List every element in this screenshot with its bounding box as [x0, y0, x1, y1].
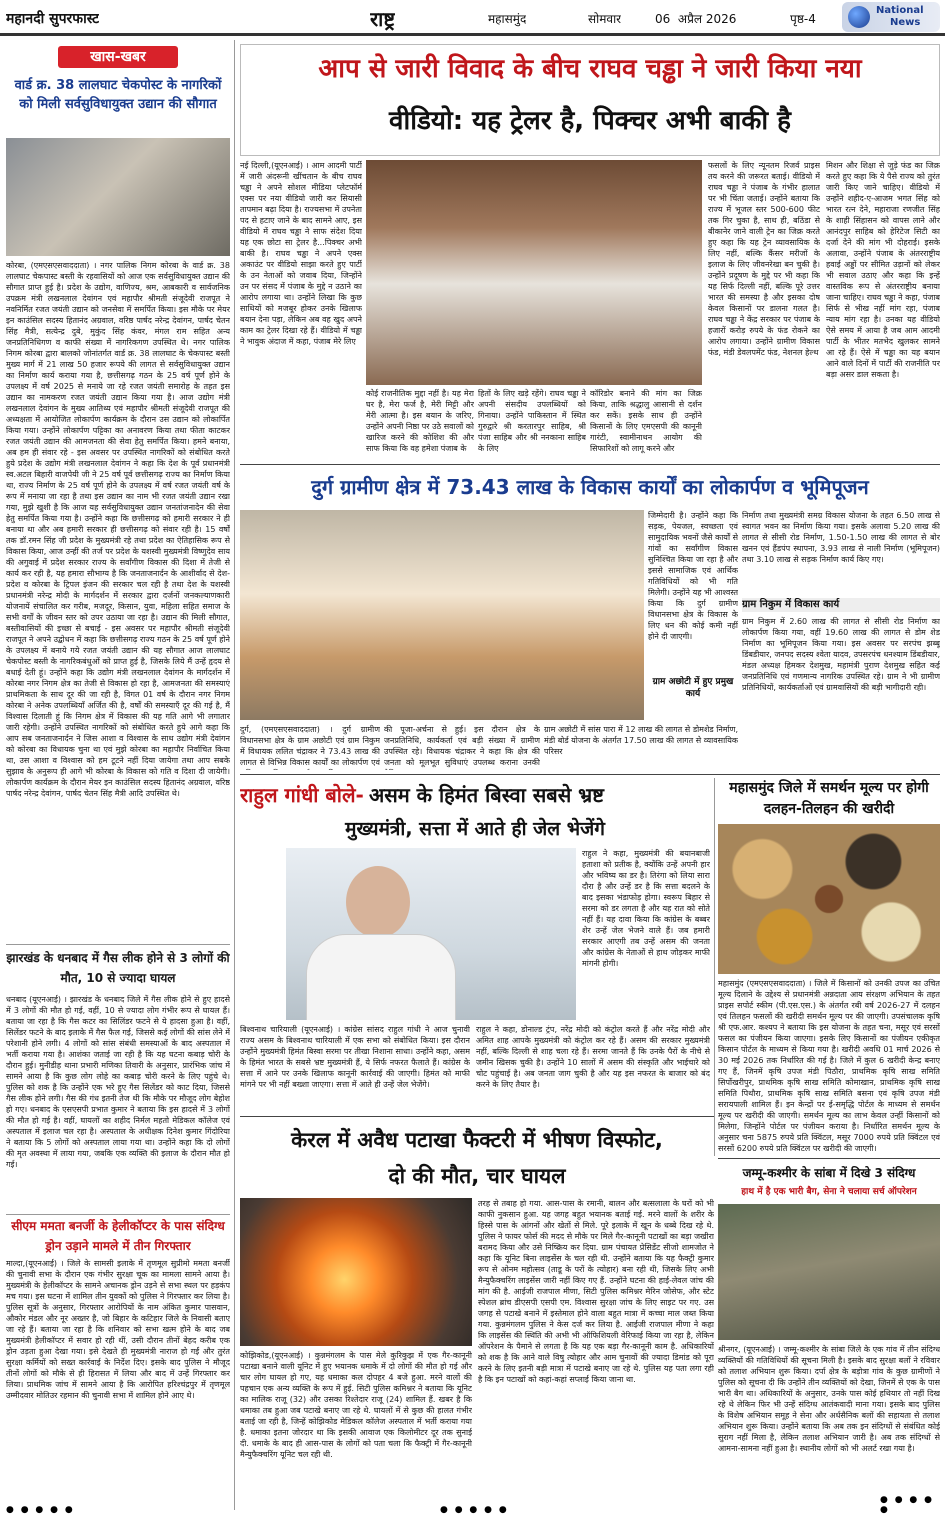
rahul-headline-rest: असम के हिमंत बिस्वा सबसे भ्रष्ट — [368, 783, 604, 807]
section-name: राष्ट्र — [370, 7, 396, 31]
durg-col3: ग्राम निकुम में 2.60 लाख की लागत से सीसी रोड निर्माण का लोकार्पण किया गया, वहीं 19.60 लाख की लागत से डोम शेड निर्माण का भूमिपूजन किया गया। इस अवसर पर सरपंच झब्बू डिंबडीयार, जनपद सदस्य श्वेता यादव, उपसरपंच धनश्याम डिंबडीयार, मंडल अध्यक्ष हिमकर देशमुख, महामंत्री पुराण देशमुख सहित कई जनप्रतिनिधि एवं गणमान्य नागरिक उपस्थित रहे। ग्राम ने भी ग्रामीण प्रतिनिधियों, कार्यकर्ताओं एवं ग्रामवासियों की बड़ी भागीदारी रही। — [742, 617, 940, 692]
durg-headline: दुर्ग ग्रामीण क्षेत्र में 73.43 लाख के विकास कार्यों का लोकार्पण व भूमिपूजन — [311, 475, 869, 499]
day: सोमवार — [588, 12, 622, 26]
rahul-col2: राहुल ने कहा, डोनाल्ड ट्रंप, नरेंद्र मोदी को कंट्रोल करते हैं और नरेंद्र मोदी और अमित शाह आपके मुख्यमंत्री को कंट्रोल कर रहे हैं। असम की सरकार मुख्यमंत्री नहीं, बल्कि दिल्ली से शाह चला रहे हैं। सरमा जानते हैं कि उनके पैरों के नीचे से जमीन खिसक चुकी है। उन्होंने 10 सालों में असम की संस्कृति और भाईचारे को चोट पहुंचाई है। अब जनता जाग चुकी है और यह इस नफरत के बाजार को बंद करने के लिए तैयार है। — [476, 1025, 710, 1089]
divider — [240, 774, 940, 775]
mamta-drone-body: माल्दा,(यूएनआई) । जिले के सामसी इलाके में तृणमूल सुप्रीमो ममता बनर्जी की चुनावी सभा के दौरान एक गंभीर सुरक्षा चूक का मामला सामने आया है। मुख्यमंत्री के हेलीकॉप्टर के सामने अचानक ड्रोन उड़ने से सभा स्थल पर हड़कंप मच गया। इस घटना में शामिल तीन युवकों को पुलिस ने गिरफ्तार कर लिया है। पुलिस सूत्रों के अनुसार, गिरफ्तार आरोपियों के नाम अंकित कुमार पासवान, औकोर मंडल और नूर अख्तर है, जो बिहार के कटिहार जिले के निवासी बताए जा रहे हैं। बताया जा रहा है कि शनिवार को सभा खत्म होने के बाद जब मुख्यमंत्री हेलीकॉप्टर में सवार हो रही थीं, उसी दौरान तीनों बेहद करीब एक ड्रोन उड़ता हुआ देखा गया। इसे देखते ही मुख्यमंत्री नाराज हो गईं और तुरंत सुरक्षा कर्मियों को सख्त कार्रवाई के निर्देश दिए। इसके बाद पुलिस ने मौजूद तीनों लोगों को मौके से ही हिरासत में लिया और बाद में उन्हें गिरफ्तार कर लिया। प्राथमिक जांच में सामने आया है कि आरोपित हरिश्चंद्रपुर में तृणमूल उम्मीदवार मोतिउर रहमान की चुनावी सभा में शामिल होने आए थे। — [6, 1259, 230, 1400]
durg-subhead-achhoti: ग्राम अछोटी में हुए प्रमुख कार्य — [652, 677, 734, 699]
divider — [6, 1214, 230, 1215]
rahul-right-col: राहुल ने कहा, मुख्यमंत्री की बयानबाजी हताशा को प्रतीक है, क्योंकि उन्हें अपनी हार और भविष्य का डर है। तिरंगा को लिया सारा दौरा है और उन्हें डर है कि सत्ता बदलने के बाद इसका भंडाफोड़ होगा। स्वरूप बिहार से सरमा को डर लगता है और यह रात को सोते नहीं हैं। यह दावा किया कि कांग्रेस के बब्बर शेर उन्हें जेल भेजने वाले हैं। जब हमारी सरकार आएगी तब उन्हें असम की जनता और कांग्रेस के नेताओं से हाथ जोड़कर माफी मांगनी होगी। — [582, 849, 710, 968]
print-registration-dots: ● ● ● ● ● — [440, 1505, 509, 1515]
rahul-headline-line1 — [240, 778, 710, 812]
raghav-under1: कोई राजनीतिक मुद्दा नहीं है। यह मेरा घर है, मेरा फर्ज है, मेरी मिट्टी और मेरी आत्मा है। इस बयान के जरिए, उन्होंने अपनी निष्ठा पर उठे सवालों को खारिज करने की कोशिश की और साफ किया कि वह हमेशा पंजाब के — [366, 389, 474, 453]
rahul-speech-photo — [286, 848, 576, 1020]
print-registration-dots: ● ● ● ● ● — [6, 1505, 75, 1515]
raghav-headline-line2: वीडियो: यह ट्रेलर है, पिक्चर अभी बाकी है — [389, 106, 791, 136]
speaker-head — [346, 866, 410, 938]
jk-headline: जम्मू-कश्मीर के सांबा में दिखे 3 संदिग्ध — [742, 1166, 916, 1180]
divider — [718, 1158, 940, 1159]
raghav-headline-box — [240, 44, 940, 156]
kerala-headline-line2: दो की मौत, चार घायल — [388, 1164, 566, 1188]
raghav-col5: मिशन और शिक्षा से जुड़े फंड का जिक्र करते हुए कहा कि ये पैसे राज्य को तुरंत जारी किए जाने चाहिए। वीडियो में उन्होंने शहीद-ए-आजम भगत सिंह को भारत रत्न देने, महाराजा रणजीत सिंह के शाही सिंहासन को वापस लाने और आनंदपुर साहिब को हेरिटेज सिटी का दर्जा देने की मांग भी दोहराई। इसके अलावा, उन्होंने पंजाब के अंतरराष्ट्रीय हवाई अड्डों पर सीमित उड़ानों को लेकर भी सवाल उठाए और कहा कि इन्हें वास्तविक रूप से अंतरराष्ट्रीय बनाया जाना चाहिए। राघव चड्ढा ने कहा, पंजाब सिर्फ से भीख नहीं मांग रहा, पंजाब न्याय मांग रहा है। उनका यह वीडियो ऐसे समय में आया है जब आम आदमी पार्टी के भीतर मतभेद खुलकर सामने आ रहे हैं। ऐसे में चड्ढा का यह बयान आने वाले दिनों में पार्टी की राजनीति पर बड़ा असर डाल सकता है। — [826, 161, 940, 379]
kerala-caption: कोझिकोड,(यूएनआई) । कुन्नमंगलम के पास मेले कुरिकुझ में एक गैर-कानूनी पटाखा बनाने वाली यूनिट में हुए भयानक धमाके में दो लोगों की मौत हो गई और चार लोग घायल हो गए, यह धमाका कल दोपहर 4 बजे हुआ. मरने वालों की पहचान एक अन्य व्यक्ति के रूप में हुई. सिटी पुलिस कमिश्नर ने बताया कि यूनिट का मालिक राजू (32) और उसका रिश्तेदार राजू (24) शामिल हैं. खबर है कि धमाका तब हुआ जब पटाखे बनाए जा रहे थे. घायलों में से कुछ की हालत गंभीर बताई जा रही है, जिन्हें कोझिकोड मेडिकल कॉलेज अस्पताल में भर्ती कराया गया है. धमाका इतना जोरदार था कि इसकी आवाज एक किलोमीटर दूर तक सुनाई दी. धमाके के बाद ही आस-पास के लोगों को पता चला कि फैक्ट्री में गैर-कानूनी मैन्युफैक्चरिंग यूनिट चल रही थी. — [240, 1351, 472, 1459]
date: 06 अप्रैल 2026 — [655, 12, 737, 26]
durg-caption1: दुर्ग, (एमएसएसवाददाता) । दुर्ग ग्रामीण विधानसभा क्षेत्र के ग्राम अछोटी एवं ग्राम निकुम में विधायक ललित चंद्राकर ने 73.43 लाख की लागत से विभिन्न विकास कार्यों का लोकार्पण एवं — [240, 725, 380, 767]
garden-inauguration-photo — [6, 138, 230, 256]
army-search-photo — [718, 1204, 940, 1340]
rahul-caption: बिश्वनाथ चारियाली (यूएनआई) । कांग्रेस सांसद राहुल गांधी ने आज चुनावी राज्य असम के बिश्वनाथ चारियाली में एक सभा को संबोधित किया। इस दौरान उन्होंने मुख्यमंत्री हिमंत बिस्वा सरमा पर तीखा निशाना साधा। उन्होंने कहा, असम के हिमंत भारत के सबसे भ्रष्ट मुख्यमंत्री हैं, ये सिर्फ नफरत फैलाते हैं। कांग्रेस के सत्ता में आने पर उनके खिलाफ कानूनी कार्रवाई की जाएगी। हिमंत को माफी मांगने पर भी नहीं बख्शा जाएगा। सत्ता में आते ही उन्हें जेल भेजेंगे। — [240, 1025, 470, 1089]
khas-khabar-label — [58, 46, 178, 68]
paper-name: महानदी सुपरफास्ट — [6, 11, 100, 27]
raghav-headline-line1: आप से जारी विवाद के बीच राघव चड्ढा ने जारी किया नया — [318, 54, 862, 84]
durg-ceremony-photo — [240, 510, 644, 720]
print-registration-dots: ● ● ● ● ● — [880, 1495, 934, 1515]
gas-leak-headline: झारखंड के धनबाद में गैस लीक होने से 3 लोगों की मौत, 10 से ज्यादा घायल — [6, 951, 230, 985]
msp-headline: महासमुंद जिले में समर्थन मूल्य पर होगी दलहन-तिलहन की खरीदी — [729, 780, 929, 817]
khas-khabar-text: खास-खबर — [90, 49, 146, 65]
pulses-grains-photo — [718, 824, 940, 974]
national-news-badge — [842, 2, 940, 32]
masthead — [0, 0, 945, 36]
mamta-drone-headline: सीएम ममता बनर्जी के हेलीकॉप्टर के पास संदिग्ध ड्रोन उड़ाने मामले में तीन गिरफ्तार — [11, 1219, 225, 1253]
explosion-photo — [240, 1198, 472, 1346]
globe-icon — [848, 6, 870, 28]
durg-caption3: ग्राम अछोटी में सांस पारा में 12 लाख की लागत से डोमशेड निर्माण, मंडी बोर्ड योजना के अंतर्गत 17.50 लाख की लागत से व्यावसायिक परिसर — [544, 725, 738, 756]
kerala-headline-line1: केरल में अवैध पटाखा फैक्टरी में भीषण विस्फोट, — [291, 1128, 663, 1152]
gas-leak-body: धनबाद (यूएनआई) । झारखंड के धनबाद जिले में गैस लीक होने से हुए हादसे में 3 लोगों की मौत हो गई, वहीं, 10 से ज्यादा लोग गंभीर रूप से घायल हैं। बताया जा रहा है कि गैस कटर का सिलिंडर फटने से ये हादसा हुआ है। वहीं, सिलेंडर फटने के बाद इलाके में गैस फैल गई, जिससे कई लोगों की सांस लेने में परेशानी होने लगी। 4 लोगों को सांस संबंधी समस्याओं के बाद अस्पताल में भर्ती कराया गया है। आशंका जताई जा रही है कि यह घटना कबाड़ चोरी के दौरान हुई। मुनीडीह थाना प्रभारी मणिका तिवारी के अनुसार, प्रारंभिक जांच में सामने आया है कि कुछ लोग लोहे का कबाड़ चोरी करने के लिए पहुंचे थे। पुलिस को शक है कि उन्होंने एक भरे हुए गैस सिलेंडर को काट दिया, जिससे गैस लीक होने लगी। गैस की गंध इतनी तेज थी कि मौके पर मौजूद लोग बेहोश हो गए। धनबाद के एसएसपी प्रभात कुमार ने बताया कि इस हादसे में 3 लोगों की मौत हो गई है। वहीं, घायलों का शहीद निर्मल महतो मेडिकल कॉलेज एवं अस्पताल में इलाज चल रहा है। अस्पताल के अधीक्षक दिनेश कुमार गिंदोरिया ने बताया कि 5 लोगों को अस्पताल लाया गया था। उन्होंने कहा कि दो लोगों की मृत अवस्था में लाया गया, जबकि एक व्यक्ति की इलाज के दौरान मौत हो गई। — [6, 995, 230, 1169]
city: महासमुंद — [488, 12, 527, 26]
durg-col2: निर्माण तथा मुख्यमंत्री समग्र विकास योजना के तहत 6.50 लाख से स्वागत भवन का निर्माण किया गया। इसके अलावा 5.20 लाख की लागत से सीसी रोड निर्माण, 1.50-1.50 लाख की लागत से बोर खनन एवं हैंडपंप स्थापना, 3.93 लाख से नाली निर्माण (भूमिपूजन) तथा 3.10 लाख से सड़क निर्माण कार्य किए गए। — [742, 511, 940, 564]
raghav-col1: नई दिल्ली,(यूएनआई) । आम आदमी पार्टी में जारी अंदरूनी खींचतान के बीच राघव चड्ढा ने अपने सोशल मीडिया प्लेटफॉर्म एक्स पर नया वीडियो जारी कर सियासी तापमान बढ़ा दिया है। राज्यसभा में उपनेता पद से हटाए जाने के बाद सामने आए, इस वीडियो में राघव चड्ढा ने साफ संदेश दिया यह एक छोटा सा ट्रेलर है...पिक्चर अभी बाकी है। राघव चड्ढा ने अपने एक्स अकाउंट पर वीडियो साझा करते हुए पार्टी के उन नेताओं को जवाब दिया, जिन्होंने उन पर संसद में पंजाब के मुद्दे न उठाने का आरोप लगाया था। उन्होंने लिखा कि कुछ साथियों को मजबूर होकर उनके खिलाफ बयान देना पड़ा, लेकिन अब वह खुद अपने काम का ट्रेलर दिखा रहे हैं। वीडियो में चड्ढा ने भावुक अंदाज में कहा, पंजाब मेरे लिए — [240, 161, 362, 346]
durg-caption2: की पूजा-अर्चना से हुई। इस दौरान क्षेत्र के जनप्रतिनिधि, कार्यकर्ता एवं बड़ी संख्या में ग्रामीण उपस्थित रहे। विधायक चंद्राकर ने कहा कि क्षेत्र की जनता को मूलभूत सुविधाएं उपलब्ध कराना उनकी — [384, 725, 540, 767]
column-divider — [234, 40, 235, 1510]
jk-subheadline: हाथ में है एक भारी बैग, सेना ने चलाया सर्च ऑपरेशन — [741, 1187, 917, 1197]
raghav-col4: फसलों के लिए न्यूनतम रिजर्व प्राइस तय करने की जरूरत बताई। वीडियो में राघव चड्ढा ने पंजाब के गंभीर हालात पर भी चिंता जताई। उन्होंने बताया कि राज्य में भूजल स्तर 500-600 फीट तक गिर चुका है, साथ ही, बठिंडा से बीकानेर जाने वाली ट्रेन का जिक्र करते हुए कहा कि यह ट्रेन व्यावसायिक के लिए नहीं, बल्कि कैंसर मरीजों के इलाज के लिए जीवनरेखा बन चुकी है। उन्होंने प्रदूषण के मुद्दे पर भी कहा कि यह सिर्फ दिल्ली नहीं, बल्कि पूरे उत्तर भारत की समस्या है और इसका दोष केवल किसानों पर डालना गलत है। राघव चड्ढा ने केंद्र सरकार पर पंजाब के हजारों करोड़ रुपये के फंड रोकने का आरोप लगाया। उन्होंने ग्रामीण विकास फंड, मंडी डेवलपमेंट फंड, नेशनल हेल्थ — [708, 161, 820, 357]
ward-headline: वार्ड क्र. 38 लालघाट चेकपोस्ट के नागरिकों को मिली सर्वसुविधायुक्त उद्यान की सौगात — [14, 78, 222, 112]
raghav-under2: हितों के लिए खड़े रहेंगे। राघव चड्ढा ने अपनी संसदीय उपलब्धियों को गिनाया। उन्होंने पाकिस्तान में स्थित गुरुद्वारे श्री करतारपुर साहिब, श्री पंजा साहिब और श्री ननकाना साहिब के लिए — [478, 389, 586, 453]
kerala-right-col: तरह से तबाह हो गया. आस-पास के रमानी, बालन और बत्सलाला के घरों को भी काफी नुकसान हुआ. यह जगह बहुत भयानक बताई गई. मरने वालों के शरीर के हिस्से पास के आंगनों और खेतों से मिले. पूरे इलाके में खून के धब्बे दिख रहे थे. पुलिस ने फायर फोर्स की मदद से मौके पर मिले गैर-कानूनी पटाखों का बड़ा जखीरा बरामद किया और उसे निष्क्रिय कर दिया. ग्राम पंचायत प्रेसिडेंट सीजो शामजोत ने कहा कि यूनिट बिना लाइसेंस के चल रही थी. उन्होंने बताया कि यह फैक्ट्री कुमार रूप से ओनम महोत्सव (ताडू के परों के त्योहार) बना रही थी, जिसके लिए अभी मैन्युफैक्चरिंग लाइसेंस जारी नहीं किए गए हैं. उन्होंने घटना की हाई-लेवल जांच की मांग की है. आईजी राजपाल मीणा, सिटी पुलिस कमिश्नर मेरिन जोसेफ, और स्टेट स्पेशल ब्रांच डीएसपी एसपी एम. विश्वास सुरक्षा जांच के लिए साइट पर गए. उस जगह से पटाखे बनाने में इस्तेमाल होने वाला बहुत मात्रा में कच्चा माल जब्त किया गया. कुन्नमंगलम पुलिस ने केस दर्ज कर लिया है. आईजी राजपाल मीणा ने कहा कि लाइसेंस की स्थिति की अभी भी ऑफिशियली वेरिफाई किया जा रहा है, लेकिन ऑपरेशन के पैमाने से लगता है कि यह एक बड़ा गैर-कानूनी काम है. अधिकारियों को शक है कि आने वाले विषु त्योहार और आम चुनावों की ज्यादा डिमांड को पूरा करने के लिए इतनी बड़ी मात्रा में पटाखे बनाए जा रहे थे. पुलिस यह पता लगा रही है कि इन पटाखों को कहां-कहां सप्लाई किया जाना था. — [478, 1199, 714, 1384]
ward-article-body: कोरबा, (एमएसएसवाददाता) । नगर पालिक निगम कोरबा के वार्ड क्र. 38 लालघाट चेकपास्ट बस्ती के रहवासियों को आज एक सर्वसुविधायुक्त उद्यान की सौगात प्राप्त हुई है। प्रदेश के उद्योग, वाणिज्य, श्रम, आबकारी व सार्वजनिक उपक्रम मंत्री लखनलाल देवांगन एवं महापौर श्रीमती संजूदेवी राजपूत ने नवनिर्मित रजत जयंती उद्यान को जनसेवा में समर्पित किया। इस मौके पर मेयर इन काउंसिल सदस्य हितानंद अग्रवाल, वरिष्ठ पार्षद नरेन्द्र देवांगन, पार्षद चेतन सिंह मैत्री, सत्येन्द्र दुबे, मुकुंद सिंह कंवर, मंगल राम सहित अन्य जनप्रतिनिधिगण व काफी संख्या में नागरिकगण उपस्थित थे। नगर पालिक निगम कोरबा द्वारा बालको जोनांतर्गत वार्ड क्र. 38 लालघाट के चेकपास्ट बस्ती मुख्य मार्ग में 21 लाख 50 हजार रूपये की लागत से सर्वसुविधायुक्त उद्यान का निर्माण कार्य कराया गया है, छत्तीसगढ़ गठन के 25 वर्ष पूर्ण होने के उपलक्ष्य में वर्ष 2025 से मनाये जा रहे रजत जयंती समारोह के तहत इस उद्यान का नामकरण रजत जयंती उद्यान किया गया है। आज उद्योग मंत्री लखनलाल देवांगन के मुख्य आतिथ्य एवं महापौर श्रीमती संजूदेवी राजपूत की अध्यक्षता में आयोजित लोकार्पण कार्यक्रम के दौरान उस उद्यान को लोकार्पित किया गया। उन्होंने लोकार्पण पट्टिका का अनावरण किया तथा फीता काटकर रजत जयंती उद्यान की आमजनता की सेवा हेतु समर्पित किया। हमने बनाया, अब हम ही संवार रहे - इस अवसर पर उपस्थित नागरिकों को संबोधित करते हुये प्रदेश के उद्योग मंत्री लखनलाल देवांगन ने कहा कि देश के पूर्व प्रधानमंत्री स्व.अटल बिहारी वाजपेयी जी ने 25 वर्ष पूर्व छत्तीसगढ़ राज्य का निर्माण किया था, राज्य निर्माण के 25 वर्ष पूर्ण होने के उपलक्ष्य में वर्ष रजत जयंती वर्ष के रूप में मनाया जा रहा है तथा इस उद्यान का नाम भी रजत जयंती उद्यान रखा गया, मुझे खुशी है कि आज यह सर्वसुविधायुक्त उद्यान जनतांजनादेन की सेवा हेतु समर्पित किया गया है। उन्होंने कहा कि छत्तीसगढ़ को हमारी सरकार ने ही बनाया था और अब हमारी सरकार ही छत्तीसगढ़ को संवार रही है। 15 वर्षों तक डॉ.रमन सिंह जी प्रदेश के मुख्यमंत्री रहे तथा प्रदेश का ऐतिहासिक रूप से विकास किया, आज उन्हीं की तर्ज पर प्रदेश के यशस्वी मुख्यमंत्री विष्णुदेव साय की अगुवाई में प्रदेश सरकार राज्य के सर्वांगीण विकास की दिशा में तेजी से कार्य कर रही है, यह हमारा सौभाग्य है कि जनताजनार्दन के आशीर्वाद से देश-प्रदेश व कोरबा के ट्रिपल इंजन की सरकार चल रही है तथा देश के यशस्वी प्रधानमंत्री नरेन्द्र मोदी के मार्गदर्शन में सरकार द्वारा दर्जनों जनकल्याणकारी योजनायें संचालित कर गरीब, मजदूर, किसान, युवा, महिला सहित समाज के सभी वर्गों के जीवन स्तर को उपर उठाया जा रहा है। उद्यान की मिली सौगात, बस्तीवासियों की इच्छा से बचाई - इस अवसर पर महापौर श्रीमती संजूदेवी राजपूत ने अपने उद्बोधन में कहा कि छत्तीसगढ़ राज्य गठन के 25 वर्ष पूर्ण होने के उपलक्ष्य में बनाये गये रजत जयंती उद्यान की यह सौगात आज लालघाट चेकपोस्ट बस्ती के नागरिकबंधुओं को प्राप्त हुई है, जिसके लिये मैं उन्हें हृदय से बधाई देती हूं। उन्होंने कहा कि उद्योग मंत्री लखनलाल देवांगन के मार्गदर्शन में कोरबा नगर निगम क्षेत्र का तेजी से विकास हो रहा है, आमजनता की समस्याएं प्राथमिकता के साथ दूर की जा रही है, विगत 01 वर्ष के दौरान नगर निगम कोरबा ने अनेक उपलब्धियाँ अर्जित की है, वर्षों की समस्याएँ दूर की गई है, मैं विश्वास दिलाती हूं कि निगम क्षेत्र में विकास की यह गति आगे भी लगातार जारी रहेगी। उन्होंने उपस्थित नागरिकों को संबोधित करते हुये आगे कहा कि आप सब जनताजनार्दन ने जिस आशा व विश्वास के साथ उद्योग मंत्री देवांगन को कोरबा का विधायक चुना था एवं मुझे कोरबा का महापौर निर्वाचित किया था, उस आशा व विश्वास को हम टूटने नहीं दिया जायेगा तथा आप सबके सुझाव के अनुरूप ही आगे भी कोरबा के विकास को गति व दिशा दी जायेगी। लोकार्पण कार्यक्रम के दौरान मेयर इन काउंसिल सदस्य हितानंद अग्रवाल, वरिष्ठ पार्षद नरेन्द्र देवांगन, पार्षद चेतन सिंह मैत्री आदि उपस्थित थे। — [6, 261, 230, 798]
jk-body: श्रीनगर, (यूएनआई) । जम्मू-कश्मीर के सांबा जिले के एक गांव में तीन संदिग्ध व्यक्तियों की गतिविधियों की सूचना मिली है। इसके बाद सुरक्षा बलों ने रविवार को तलाश अभियान शुरू किया। दर्पा क्षेत्र के बड़ोत्रा गांव के कुछ ग्रामीणों ने पुलिस को सूचना दी कि उन्होंने तीन व्यक्तियों को देखा, जिनमें से एक के पास भारी बैग था। अधिकारियों के अनुसार, उनके पास कोई हथियार तो नहीं दिख रहे थे लेकिन फिर भी उन्हें संदिग्ध आतंकवादी माना गया। इसके बाद पुलिस के विशेष अभियान समूह ने सेना और अर्धसैनिक बलों की सहायता से तलाश अभियान शुरू किया। उन्होंने बताया कि अब तक इन संदिग्धों से संबंधित कोई सुराग नहीं मिला है, लेकिन तलाश अभियान जारी है। अब तक संदिग्धों से आमना-सामना नहीं हुआ है। स्थानीय लोगों को भी अलर्ट रखा गया है। — [718, 1345, 940, 1453]
divider — [6, 944, 230, 945]
durg-col1: जिम्मेदारी है। उन्होंने कहा कि सड़क, पेयजल, स्वच्छता एवं सामुदायिक भवनों जैसे कार्यों से गांवों का सर्वांगीण विकास सुनिश्चित किया जा रहा है और इससे सामाजिक एवं आर्थिक गतिविधियों को भी गति मिलेगी। उन्होंने यह भी आश्वस्त किया कि दुर्ग ग्रामीण विधानसभा क्षेत्र के विकास के लिए धन की कोई कमी नहीं होने दी जाएगी। — [648, 511, 738, 641]
badge-line1: National — [876, 5, 924, 16]
divider — [240, 1116, 714, 1117]
raghav-under3: कॉरिडोर बनाने की मांग का जिक्र किया, ताकि श्रद्धालु आसानी से दर्शन कर सकें। इसके साथ ही उन्होंने किसानों के लिए एमएसपी की कानूनी गारंटी, स्वामीनाथन आयोग की सिफारिशों को लागू करने और — [590, 389, 702, 453]
durg-subhead-nikum: ग्राम निकुम में विकास कार्य — [742, 598, 940, 612]
rahul-headline-red: राहुल गांधी बोले- — [240, 783, 364, 807]
msp-body: महासमुंद (एमएसएसवाददाता) । जिले में किसानों को उनकी उपज का उचित मूल्य दिलाने के उद्देश्य से प्रधानमंत्री अन्नदाता आय संरक्षण अभियान के तहत प्राइस सपोर्ट स्कीम (पी.एस.एस.) के अंतर्गत रबी वर्ष 2026-27 में दलहन एवं तिलहन फसलों की खरीदी समर्थन मूल्य पर की जाएगी। उपसंचालक कृषि श्री एफ.आर. कश्यप ने बताया कि इस योजना के तहत चना, मसूर एवं सरसों फसल का पंजीयन किया जाएगा। इसके लिए किसानों का पंजीयन एकीकृत किसान पोर्टल के माध्यम से किया गया है। खरीदी अवधि 01 मार्च 2026 से 30 मई 2026 तक निर्धारित की गई है। जिले में कुल 6 खरीदी केन्द्र बनाए गए हैं, जिनमें कृषि उपज मंडी पिठौरा, प्राथमिक कृषि साख समिति सिर्पोखरीपुर, प्राथमिक कृषि साख समिति कोमाखान, प्राथमिक कृषि साख समिति पिथौरा, प्राथमिक कृषि साख समिति बसना एवं कृषि उपज मंडी सरायपाली शामिल हैं। इन केन्द्रों पर ई-समृद्धि पोर्टल के माध्यम से समर्थन मूल्य पर खरीदी की जाएगी। समर्थन मूल्य का लाभ केवल उन्हीं किसानों को मिलेगा, जिन्होंने पोर्टल पर पंजीयन कराया है। निर्धारित समर्थन मूल्य के अनुसार चना 5875 रुपये प्रति क्विंटल, मसूर 7000 रुपये प्रति क्विंटल एवं सरसों 6200 रुपये प्रति क्विंटल पर खरीदी की जाएगी। — [718, 979, 940, 1153]
rahul-headline-line2: मुख्यमंत्री, सत्ता में आते ही जेल भेजेंगे — [345, 818, 605, 840]
page-number: पृष्ठ-4 — [790, 12, 816, 26]
badge-line2: News — [890, 17, 921, 28]
speaker-body — [306, 934, 456, 1020]
divider — [240, 464, 940, 465]
column-divider — [714, 778, 715, 1156]
raghav-parliament-photo — [366, 160, 702, 385]
